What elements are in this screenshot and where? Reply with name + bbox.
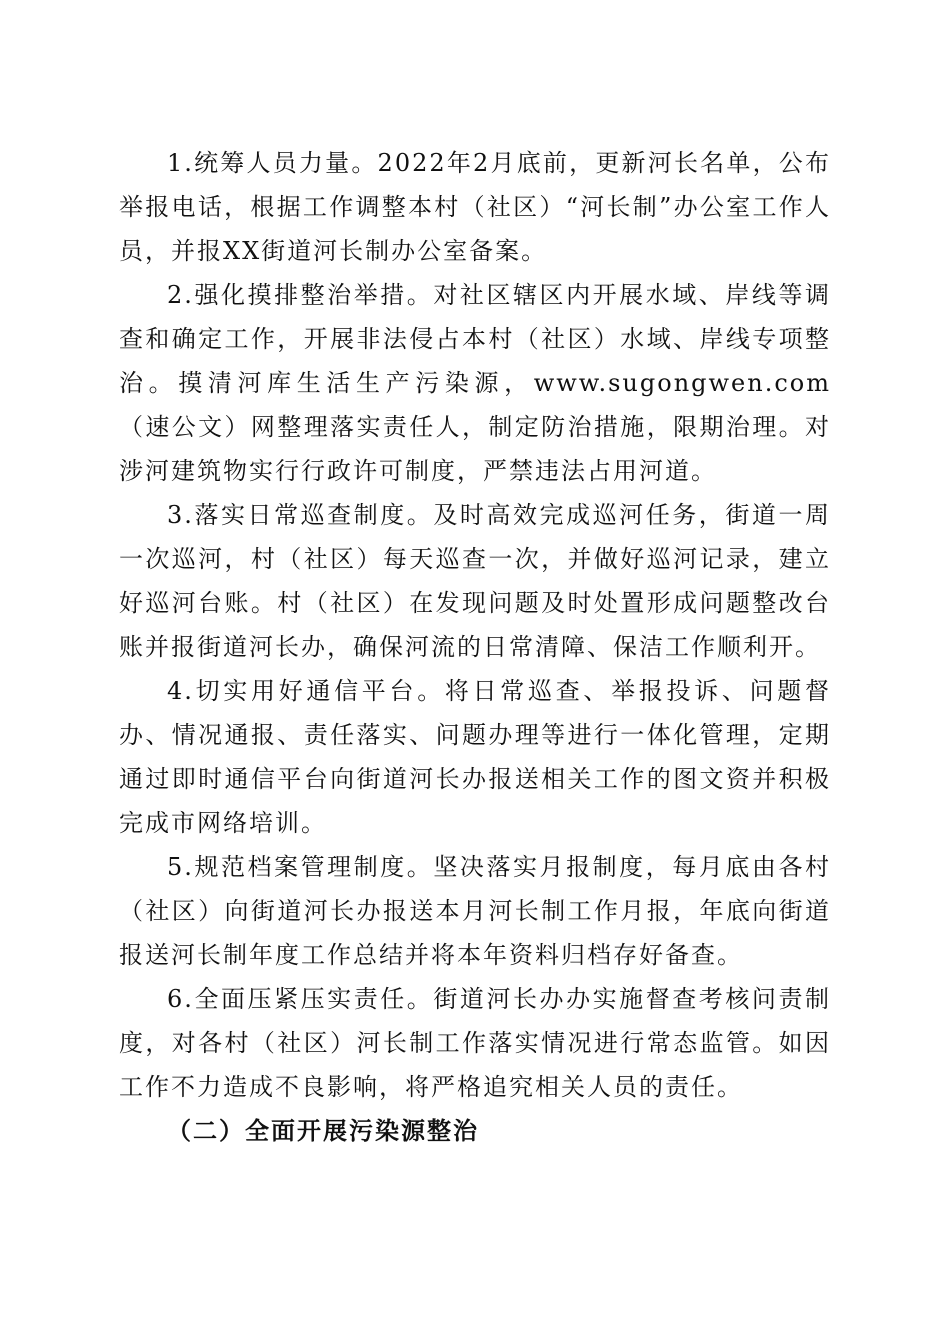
paragraph-5: 5.规范档案管理制度。坚决落实月报制度，每月底由各村（社区）向街道河长办报送本月河长制工作月报，年底向街道报送河长制年度工作总结并将本年资料归档存好备查。 [119, 853, 831, 969]
section-heading: （二）全面开展污染源整治 [167, 1116, 479, 1145]
paragraph-3: 3.落实日常巡查制度。及时高效完成巡河任务，街道一周一次巡河，村（社区）每天巡查一次，并做好巡河记录，建立好巡河台账。村（社区）在发现问题及时处置形成问题整改台账并报街道河长办，确保河流的日常清障、保洁工作顺利开。 [119, 501, 831, 661]
paragraph-2: 2.强化摸排整治举措。对社区辖区内开展水域、岸线等调查和确定工作，开展非法侵占本村（社区）水域、岸线专项整治。摸清河库生活生产污染源，www.sugongwen.com（速公文）网整理落实责任人，制定防治措施，限期治理。对涉河建筑物实行行政许可制度，严禁违法占用河道。 [119, 281, 831, 485]
document-body [119, 141, 831, 1153]
paragraph-1: 1.统筹人员力量。2022年2月底前，更新河长名单，公布举报电话，根据工作调整本村（社区）“河长制”办公室工作人员，并报XX街道河长制办公室备案。 [119, 149, 831, 265]
paragraph-6: 6.全面压紧压实责任。街道河长办办实施督查考核问责制度，对各村（社区）河长制工作落实情况进行常态监管。如因工作不力造成不良影响，将严格追究相关人员的责任。 [119, 985, 831, 1101]
paragraph-4: 4.切实用好通信平台。将日常巡查、举报投诉、问题督办、情况通报、责任落实、问题办理等进行一体化管理，定期通过即时通信平台向街道河长办报送相关工作的图文资并积极完成市网络培训。 [119, 677, 831, 837]
